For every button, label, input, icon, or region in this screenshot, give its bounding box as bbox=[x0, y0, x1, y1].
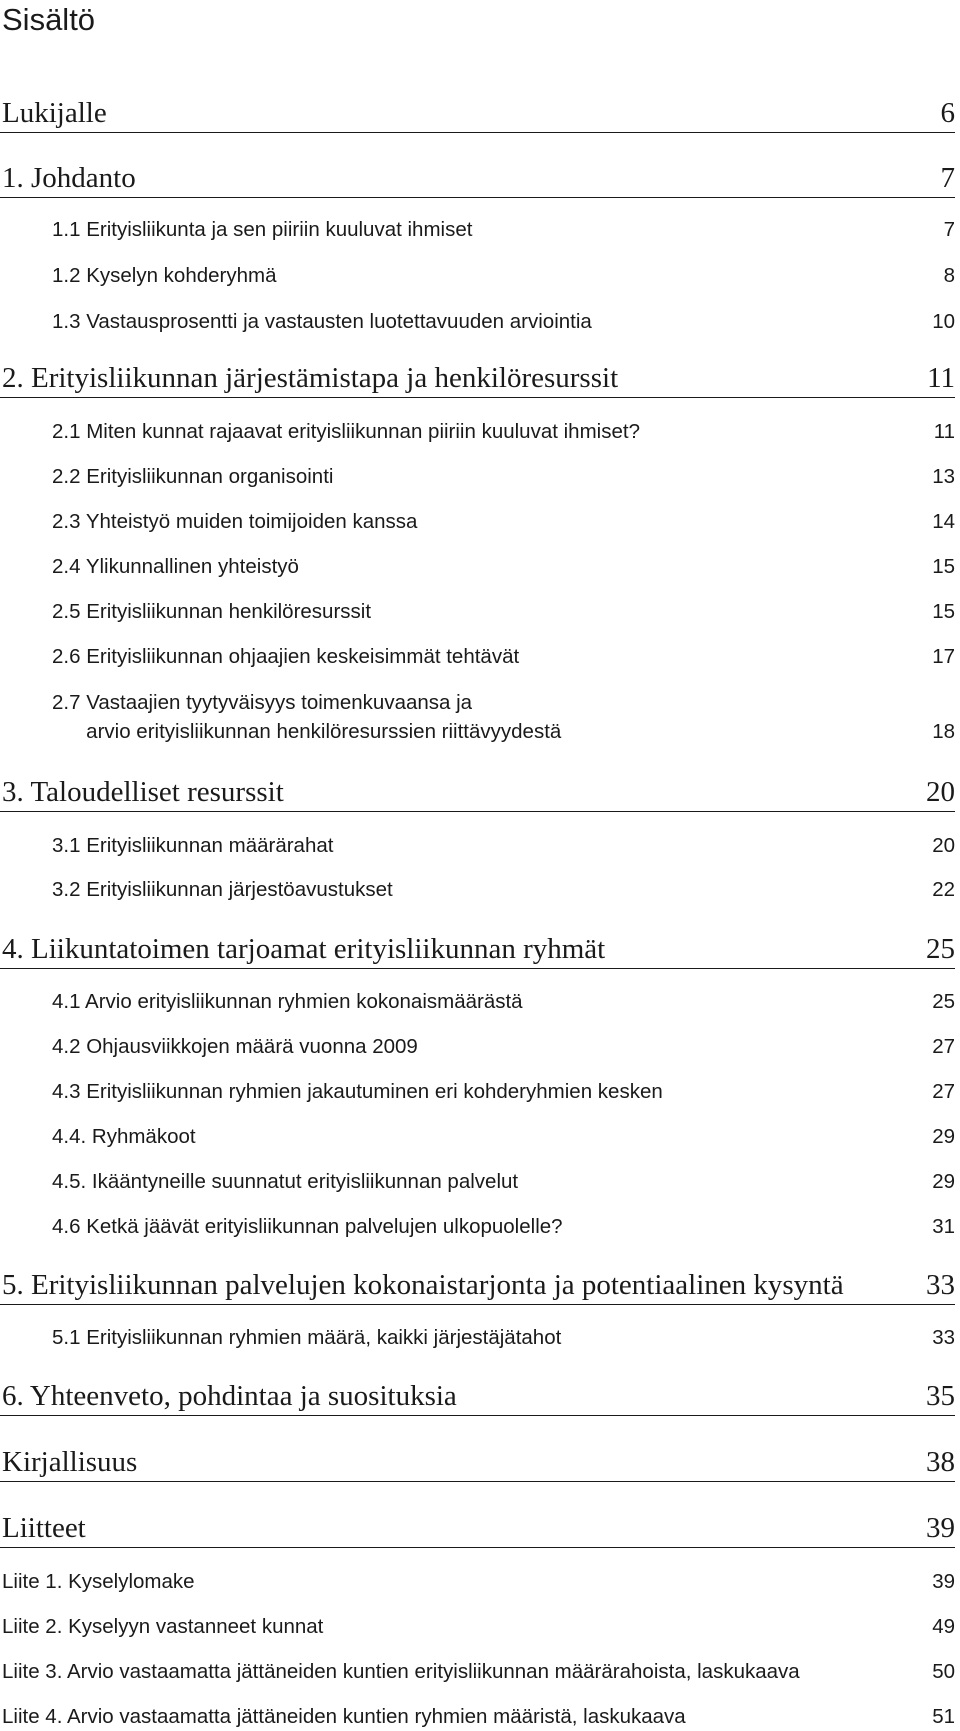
toc-entry-label: 2.6 Erityisliikunnan ohjaajien keskeisimmät tehtävät bbox=[52, 645, 520, 668]
toc-page-number: 29 bbox=[932, 1125, 955, 1148]
toc-entry-label: 4.3 Erityisliikunnan ryhmien jakautuminen eri kohderyhmien kesken bbox=[52, 1080, 663, 1103]
toc-page-number: 35 bbox=[926, 1380, 955, 1412]
toc-entry-label: 4.5. Ikääntyneille suunnatut erityisliikunnan palvelut bbox=[52, 1170, 519, 1193]
toc-entry-label: 4.4. Ryhmäkoot bbox=[52, 1125, 196, 1148]
toc-page-number: 22 bbox=[932, 878, 955, 901]
toc-section-1-2[interactable] bbox=[0, 262, 955, 290]
toc-chapter-3[interactable] bbox=[0, 772, 955, 812]
toc-page-number: 8 bbox=[943, 264, 955, 287]
toc-page-number: 14 bbox=[932, 510, 955, 533]
toc-page-number: 7 bbox=[943, 218, 955, 241]
toc-page-number: 10 bbox=[932, 310, 955, 333]
toc-entry-label: 1.2 Kyselyn kohderyhmä bbox=[52, 264, 277, 287]
toc-page-number: 11 bbox=[933, 420, 955, 443]
toc-page-number: 49 bbox=[932, 1615, 955, 1638]
page-title: Sisältö bbox=[2, 2, 96, 37]
toc-page-number: 27 bbox=[932, 1080, 955, 1103]
toc-section-4-2[interactable] bbox=[0, 1033, 955, 1061]
toc-entry-label: 2.1 Miten kunnat rajaavat erityisliikunnan piiriin kuuluvat ihmiset? bbox=[52, 420, 640, 443]
toc-section-4-5[interactable] bbox=[0, 1168, 955, 1196]
toc-page-number: 13 bbox=[932, 465, 955, 488]
toc-entry-label: 2.3 Yhteistyö muiden toimijoiden kanssa bbox=[52, 510, 418, 533]
toc-appendix-4[interactable] bbox=[0, 1703, 955, 1731]
toc-entry-label: 3.1 Erityisliikunnan määrärahat bbox=[52, 834, 334, 857]
toc-page-number: 18 bbox=[932, 720, 955, 743]
toc-section-4-1[interactable] bbox=[0, 988, 955, 1016]
toc-section-4-6[interactable] bbox=[0, 1213, 955, 1241]
toc-entry-label: 4.1 Arvio erityisliikunnan ryhmien kokonaismäärästä bbox=[52, 990, 523, 1013]
toc-page-number: 20 bbox=[932, 834, 955, 857]
toc-entry-label: 3.2 Erityisliikunnan järjestöavustukset bbox=[52, 878, 393, 901]
toc-section-2-7[interactable] bbox=[0, 688, 955, 746]
toc-chapter-4[interactable] bbox=[0, 929, 955, 969]
toc-page-number: 51 bbox=[932, 1705, 955, 1728]
toc-section-2-5[interactable] bbox=[0, 598, 955, 626]
toc-page-number: 33 bbox=[926, 1269, 955, 1301]
toc-entry-label: 5. Erityisliikunnan palvelujen kokonaistarjonta ja potentiaalinen kysyntä bbox=[2, 1269, 844, 1301]
toc-chapter-2[interactable] bbox=[0, 358, 955, 398]
toc-page-number: 15 bbox=[932, 555, 955, 578]
toc-section-4-4[interactable] bbox=[0, 1123, 955, 1151]
toc-section-3-2[interactable] bbox=[0, 876, 955, 904]
toc-entry-label: Liite 3. Arvio vastaamatta jättäneiden kuntien erityisliikunnan määrärahoista, laskukaava bbox=[2, 1660, 800, 1683]
toc-entry-label: Kirjallisuus bbox=[2, 1446, 138, 1478]
toc-section-2-4[interactable] bbox=[0, 553, 955, 581]
toc-appendix-2[interactable] bbox=[0, 1613, 955, 1641]
toc-page-number: 25 bbox=[926, 933, 955, 965]
toc-chapter-1[interactable] bbox=[0, 158, 955, 198]
toc-entry-label: 2.4 Ylikunnallinen yhteistyö bbox=[52, 555, 299, 578]
toc-chapter-5[interactable] bbox=[0, 1265, 955, 1305]
toc-section-3-1[interactable] bbox=[0, 832, 955, 860]
toc-section-4-3[interactable] bbox=[0, 1078, 955, 1106]
toc-appendix-3[interactable] bbox=[0, 1658, 955, 1686]
toc-entry-label: 1. Johdanto bbox=[2, 162, 136, 194]
toc-page-number: 50 bbox=[932, 1660, 955, 1683]
toc-entry-lukijalle[interactable] bbox=[0, 93, 955, 133]
toc-entry-label: Liite 4. Arvio vastaamatta jättäneiden kuntien ryhmien määristä, laskukaava bbox=[2, 1705, 686, 1728]
toc-page-number: 20 bbox=[926, 776, 955, 808]
toc-page-number: 11 bbox=[927, 362, 955, 394]
toc-section-1-3[interactable] bbox=[0, 308, 955, 336]
toc-entry-label: 1.3 Vastausprosentti ja vastausten luotettavuuden arviointia bbox=[52, 310, 592, 333]
toc-page-number: 38 bbox=[926, 1446, 955, 1478]
toc-chapter-6[interactable] bbox=[0, 1376, 955, 1416]
toc-section-2-1[interactable] bbox=[0, 418, 955, 446]
toc-entry-label: 1.1 Erityisliikunta ja sen piiriin kuuluvat ihmiset bbox=[52, 218, 473, 241]
toc-entry-label: 4.2 Ohjausviikkojen määrä vuonna 2009 bbox=[52, 1035, 418, 1058]
toc-section-2-3[interactable] bbox=[0, 508, 955, 536]
toc-entry-label: 5.1 Erityisliikunnan ryhmien määrä, kaikki järjestäjätahot bbox=[52, 1326, 562, 1349]
toc-page-number: 6 bbox=[940, 97, 955, 129]
toc-page-number: 39 bbox=[926, 1512, 955, 1544]
toc-entry-kirjallisuus[interactable] bbox=[0, 1442, 955, 1482]
toc-page-number: 31 bbox=[932, 1215, 955, 1238]
toc-page-number: 27 bbox=[932, 1035, 955, 1058]
toc-page-number: 39 bbox=[932, 1570, 955, 1593]
toc-entry-label: 2.5 Erityisliikunnan henkilöresurssit bbox=[52, 600, 372, 623]
toc-entry-label: 2.7 Vastaajien tyytyväisyys toimenkuvaansa ja arvio erityisliikunnan henkilöresurssien riittävyydestä bbox=[52, 691, 562, 743]
toc-page-number: 33 bbox=[932, 1326, 955, 1349]
toc-section-5-1[interactable] bbox=[0, 1324, 955, 1352]
toc-section-2-2[interactable] bbox=[0, 463, 955, 491]
toc-section-1-1[interactable] bbox=[0, 216, 955, 244]
toc-entry-label: Liite 1. Kyselylomake bbox=[2, 1570, 195, 1593]
toc-page-number: 25 bbox=[932, 990, 955, 1013]
toc-entry-label: 3. Taloudelliset resurssit bbox=[2, 776, 284, 808]
toc-appendix-1[interactable] bbox=[0, 1568, 955, 1596]
toc-entry-label: 6. Yhteenveto, pohdintaa ja suosituksia bbox=[2, 1380, 457, 1412]
toc-entry-liitteet[interactable] bbox=[0, 1508, 955, 1548]
toc-page-number: 29 bbox=[932, 1170, 955, 1193]
toc-entry-label: 2. Erityisliikunnan järjestämistapa ja henkilöresurssit bbox=[2, 362, 619, 394]
toc-page-number: 15 bbox=[932, 600, 955, 623]
toc-entry-label: 4. Liikuntatoimen tarjoamat erityisliikunnan ryhmät bbox=[2, 933, 606, 965]
toc-entry-label: 4.6 Ketkä jäävät erityisliikunnan palvelujen ulkopuolelle? bbox=[52, 1215, 563, 1238]
toc-entry-label: Liite 2. Kyselyyn vastanneet kunnat bbox=[2, 1615, 324, 1638]
toc-page-number: 7 bbox=[940, 162, 955, 194]
toc-page-number: 17 bbox=[932, 645, 955, 668]
toc-entry-label: Lukijalle bbox=[2, 97, 107, 129]
toc-entry-label: 2.2 Erityisliikunnan organisointi bbox=[52, 465, 334, 488]
toc-section-2-6[interactable] bbox=[0, 643, 955, 671]
toc-entry-label: Liitteet bbox=[2, 1512, 86, 1544]
